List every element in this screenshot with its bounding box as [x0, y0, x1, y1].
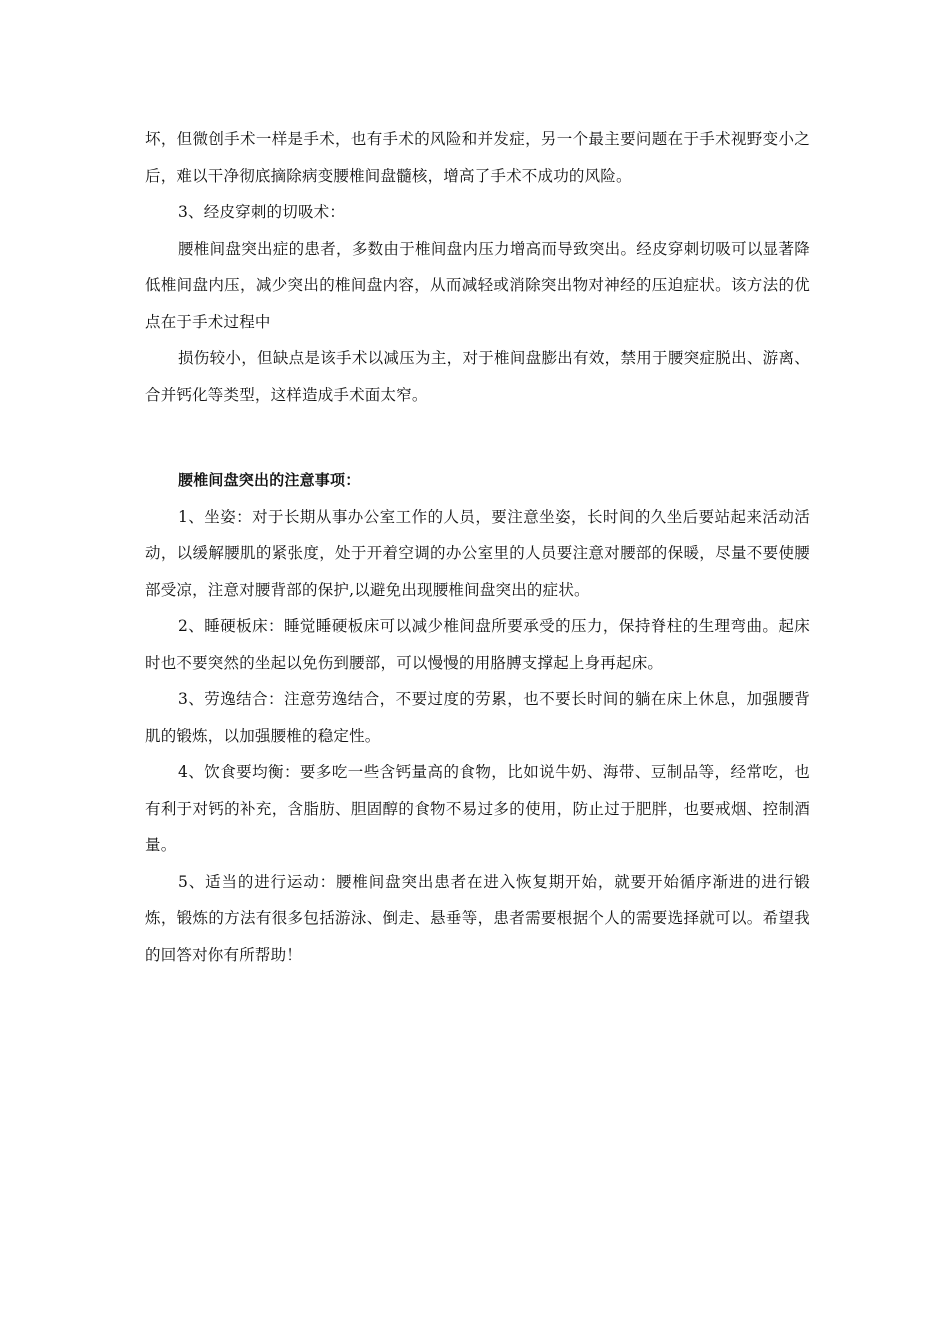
tip-exercise: 5、适当的进行运动：腰椎间盘突出患者在进入恢复期开始，就要开始循序渐进的进行锻炼，锻炼的方法有很多包括游泳、倒走、悬垂等，患者需要根据个人的需要选择就可以。希望我的回答对你有所帮助！	[145, 872, 810, 964]
tip-sitting-posture: 1、坐姿：对于长期从事办公室工作的人员，要注意坐姿，长时间的久坐后要站起来活动活动，以缓解腰肌的紧张度，处于开着空调的办公室里的人员要注意对腰部的保暖，尽量不要使腰部受凉，注意对腰背部的保护,以避免出现腰椎间盘突出的症状。	[145, 507, 810, 599]
paragraph-method-3-body: 腰椎间盘突出症的患者，多数由于椎间盘内压力增高而导致突出。经皮穿刺切吸可以显著降低椎间盘内压，减少突出的椎间盘内容，从而减轻或消除突出物对神经的压迫症状。该方法的优点在于手术过程中	[145, 239, 810, 331]
tip-balanced-diet: 4、饮食要均衡：要多吃一些含钙量高的食物，比如说牛奶、海带、豆制品等，经常吃，也有利于对钙的补充，含脂肪、胆固醇的食物不易过多的使用，防止过于肥胖，也要戒烟、控制酒量。	[145, 763, 810, 854]
paragraph-method-3-drawbacks: 损伤较小，但缺点是该手术以减压为主，对于椎间盘膨出有效，禁用于腰突症脱出、游离、合并钙化等类型，这样造成手术面太窄。	[145, 349, 810, 404]
tip-work-rest-balance: 3、劳逸结合：注意劳逸结合，不要过度的劳累，也不要长时间的躺在床上休息，加强腰背肌的锻炼，以加强腰椎的稳定性。	[145, 690, 810, 745]
section-heading-precautions: 腰椎间盘突出的注意事项：	[178, 471, 361, 489]
document-body	[145, 121, 810, 973]
blank-line	[145, 413, 810, 449]
paragraph-surgery-risk: 坏，但微创手术一样是手术，也有手术的风险和并发症，另一个最主要问题在于手术视野变小之后，难以干净彻底摘除病变腰椎间盘髓核，增高了手术不成功的风险。	[145, 130, 810, 185]
tip-hard-bed: 2、睡硬板床：睡觉睡硬板床可以减少椎间盘所要承受的压力，保持脊柱的生理弯曲。起床时也不要突然的坐起以免伤到腰部，可以慢慢的用胳膊支撑起上身再起床。	[145, 617, 810, 672]
paragraph-method-3-title: 3、经皮穿刺的切吸术：	[178, 203, 346, 221]
